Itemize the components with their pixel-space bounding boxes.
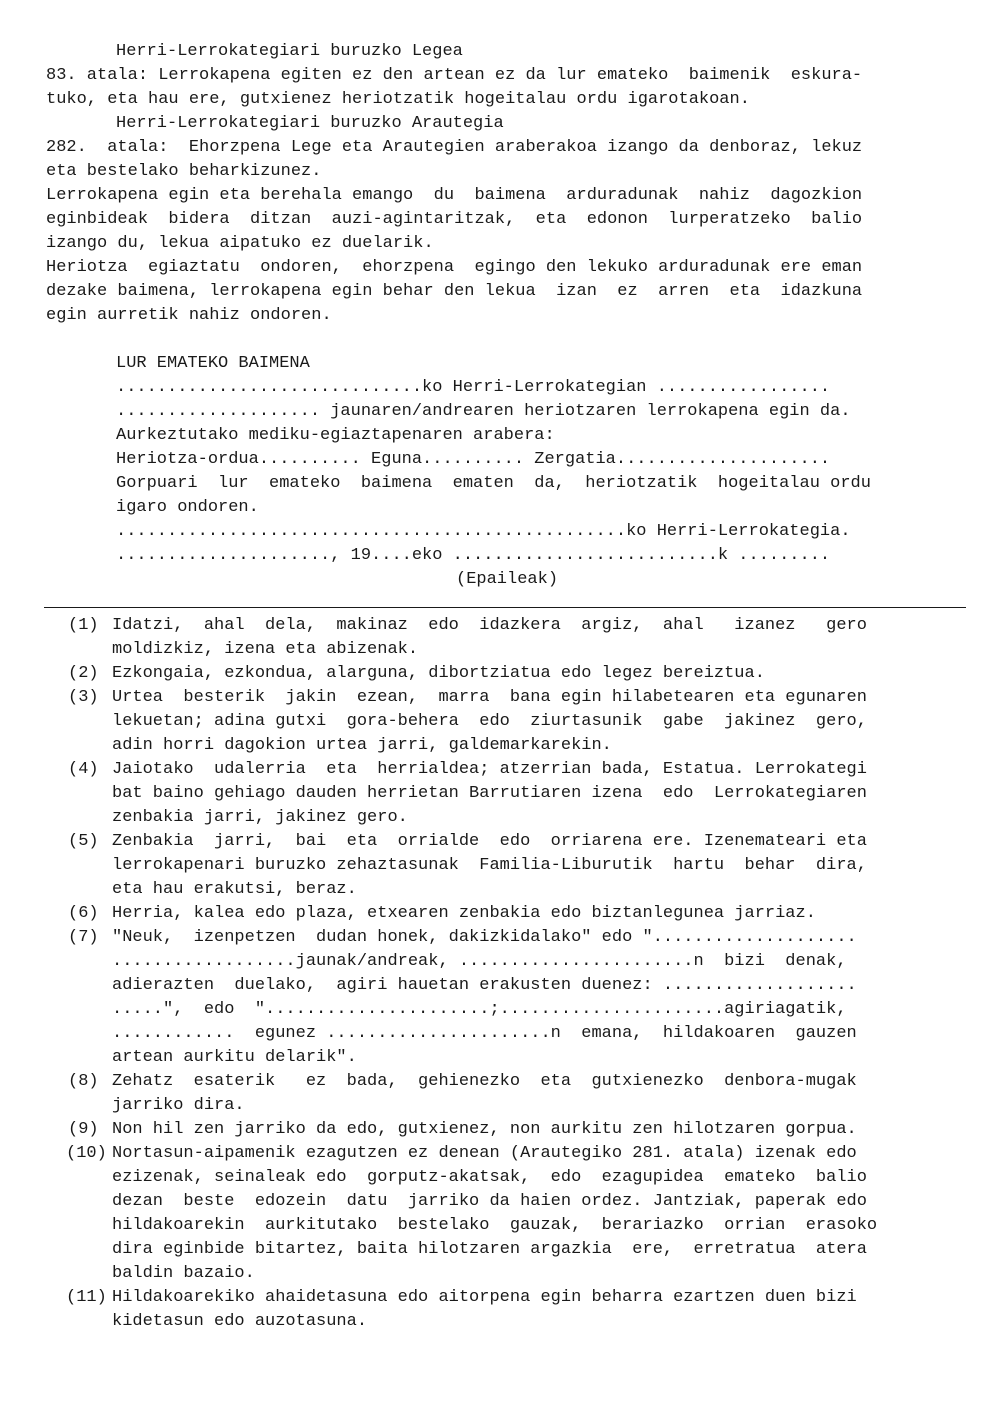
regulation-heading: Herri-Lerrokategiari buruzko Arautegia (116, 114, 504, 133)
form-line-8: ....................., 19....eko ..........................k ......... (116, 546, 831, 565)
note-line: .....", edo "......................;......................agiriagatik, (112, 1000, 847, 1019)
note-number: (7) (68, 928, 99, 947)
note-line: bat baino gehiago dauden herrietan Barrutiaren izena edo Lerrokategiaren (112, 784, 867, 803)
note-number: (2) (68, 664, 99, 683)
note-number: (9) (68, 1120, 99, 1139)
form-line-7: ..................................................ko Herri-Lerrokategia. (116, 522, 851, 541)
note-line: Zehatz esaterik ez bada, gehienezko eta gutxienezko denbora-mugak (112, 1072, 857, 1091)
note-line: artean aurkitu delarik". (112, 1048, 357, 1067)
note-line: ezizenak, seinaleak edo gorputz-akatsak, edo ezagupidea emateko balio (112, 1168, 867, 1187)
note-line: kidetasun edo auzotasuna. (112, 1312, 368, 1331)
note-line: Nortasun-aipamenik ezagutzen ez denean (Arautegiko 281. atala) izenak edo (112, 1144, 857, 1163)
note-line: ..................jaunak/andreak, .......................n bizi denak, (112, 952, 847, 971)
note-number: (1) (68, 616, 99, 635)
note-line: baldin bazaio. (112, 1264, 255, 1283)
note-number: (10) (66, 1144, 107, 1163)
note-line: moldizkiz, izena eta abizenak. (112, 640, 419, 659)
note-line: Urtea besterik jakin ezean, marra bana egin hilabetearen eta egunaren (112, 688, 867, 707)
regulation-line-5: izango du, lekua aipatuko ez duelarik. (46, 234, 434, 253)
note-line: "Neuk, izenpetzen dudan honek, dakizkidalako" edo ".................... (112, 928, 857, 947)
note-line: Zenbakia jarri, bai eta orrialde edo orriarena ere. Izenemateari eta (112, 832, 867, 851)
regulation-line-7: dezake baimena, lerrokapena egin behar den lekua izan ez arren eta idazkuna (46, 282, 863, 301)
note-line: lerrokapenari buruzko zehaztasunak Familia-Liburutik hartu behar dira, (112, 856, 867, 875)
law-heading: Herri-Lerrokategiari buruzko Legea (116, 42, 463, 61)
footnote-divider (44, 607, 966, 608)
note-number: (11) (66, 1288, 107, 1307)
note-line: adierazten duelako, agiri hauetan erakusten duenez: ................... (112, 976, 857, 995)
note-number: (8) (68, 1072, 99, 1091)
note-line: Hildakoarekiko ahaidetasuna edo aitorpena egin beharra ezartzen duen bizi (112, 1288, 857, 1307)
note-line: jarriko dira. (112, 1096, 245, 1115)
note-number: (5) (68, 832, 99, 851)
form-signature: (Epaileak) (456, 570, 559, 589)
note-line: Ezkongaia, ezkondua, alarguna, dibortziatua edo legez bereiztua. (112, 664, 765, 683)
form-line-3: Aurkeztutako mediku-egiaztapenaren arabera: (116, 426, 555, 445)
note-line: Herria, kalea edo plaza, etxearen zenbakia edo biztanlegunea jarriaz. (112, 904, 816, 923)
note-line: Jaiotako udalerria eta herrialdea; atzerrian bada, Estatua. Lerrokategi (112, 760, 867, 779)
form-line-6: igaro ondoren. (116, 498, 259, 517)
form-line-4: Heriotza-ordua.......... Eguna.......... Zergatia..................... (116, 450, 831, 469)
regulation-line-3: Lerrokapena egin eta berehala emango du baimena arduradunak nahiz dagozkion (46, 186, 863, 205)
note-number: (3) (68, 688, 99, 707)
note-line: ............ egunez ......................n emana, hildakoaren gauzen (112, 1024, 857, 1043)
law-line-2: tuko, eta hau ere, gutxienez heriotzatik hogeitalau ordu igarotakoan. (46, 90, 750, 109)
form-title: LUR EMATEKO BAIMENA (116, 354, 310, 373)
regulation-line-2: eta bestelako beharkizunez. (46, 162, 322, 181)
note-line: Non hil zen jarriko da edo, gutxienez, non aurkitu zen hilotzaren gorpua. (112, 1120, 857, 1139)
regulation-line-6: Heriotza egiaztatu ondoren, ehorzpena egingo den lekuko arduradunak ere eman (46, 258, 863, 277)
note-number: (6) (68, 904, 99, 923)
form-line-5: Gorpuari lur emateko baimena ematen da, heriotzatik hogeitalau ordu (116, 474, 871, 493)
regulation-line-8: egin aurretik nahiz ondoren. (46, 306, 332, 325)
note-line: dira eginbide bitartez, baita hilotzaren argazkia ere, erretratua atera (112, 1240, 867, 1259)
regulation-line-4: eginbideak bidera ditzan auzi-agintaritzak, eta edonon lurperatzeko balio (46, 210, 863, 229)
note-line: zenbakia jarri, jakinez gero. (112, 808, 408, 827)
note-line: dezan beste edozein datu jarriko da haien ordez. Jantziak, paperak edo (112, 1192, 867, 1211)
form-line-1: ..............................ko Herri-Lerrokategian ................. (116, 378, 831, 397)
note-line: adin horri dagokion urtea jarri, galdemarkarekin. (112, 736, 612, 755)
regulation-line-1: 282. atala: Ehorzpena Lege eta Arautegien araberakoa izango da denboraz, lekuz (46, 138, 863, 157)
note-line: hildakoarekin aurkitutako bestelako gauzak, berariazko orrian erasoko (112, 1216, 878, 1235)
form-line-2: .................... jaunaren/andrearen heriotzaren lerrokapena egin da. (116, 402, 851, 421)
note-line: lekuetan; adina gutxi gora-behera edo ziurtasunik gabe jakinez gero, (112, 712, 867, 731)
note-number: (4) (68, 760, 99, 779)
note-line: eta hau erakutsi, beraz. (112, 880, 357, 899)
note-line: Idatzi, ahal dela, makinaz edo idazkera argiz, ahal izanez gero (112, 616, 867, 635)
law-line-1: 83. atala: Lerrokapena egiten ez den artean ez da lur emateko baimenik eskura- (46, 66, 863, 85)
